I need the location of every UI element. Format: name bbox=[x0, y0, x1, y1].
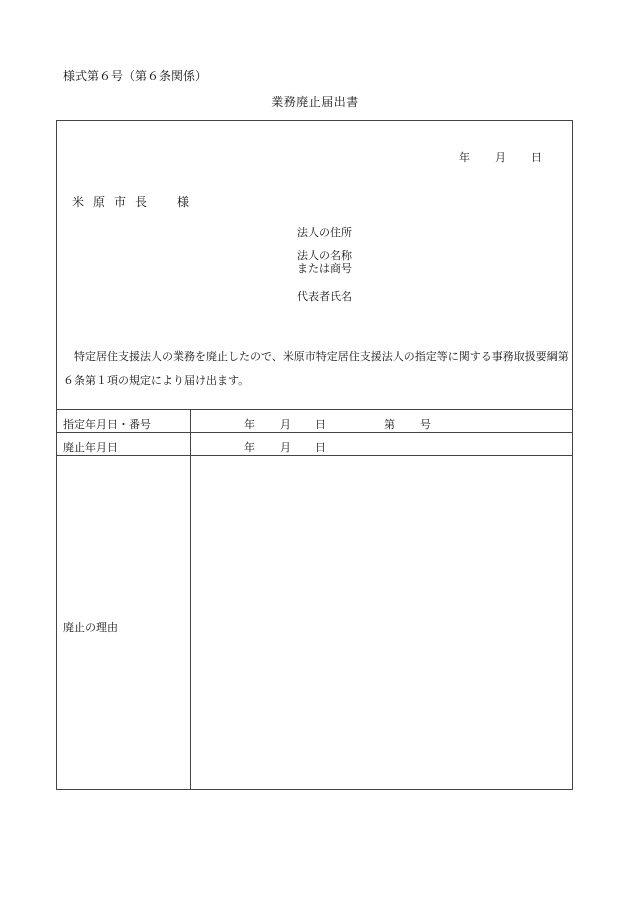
applicant-rep-label: 代表者氏名 bbox=[297, 290, 352, 303]
form-number: 様式第６号（第６条関係） bbox=[63, 69, 208, 83]
abolition-reason-label: 廃止の理由 bbox=[63, 621, 118, 634]
document-title: 業務廃止届出書 bbox=[271, 95, 359, 109]
applicant-name-label-line1: 法人の名称 bbox=[297, 249, 352, 262]
date-day-label: 日 bbox=[531, 151, 542, 164]
applicant-address-label: 法人の住所 bbox=[297, 226, 352, 239]
table-column-divider bbox=[190, 409, 191, 790]
table-row-divider-1 bbox=[56, 432, 573, 433]
table-row-divider-2 bbox=[56, 455, 573, 456]
abolition-day: 日 bbox=[315, 441, 326, 454]
abolition-month: 月 bbox=[280, 441, 291, 454]
addressee: 米原市長 様 bbox=[72, 195, 199, 209]
abolition-year: 年 bbox=[244, 441, 255, 454]
applicant-name-label-line2: または商号 bbox=[297, 262, 352, 275]
designation-year: 年 bbox=[244, 418, 255, 431]
abolition-date-label: 廃止年月日 bbox=[63, 441, 118, 454]
designation-day: 日 bbox=[315, 418, 326, 431]
date-month-label: 月 bbox=[495, 151, 506, 164]
designation-label: 指定年月日・番号 bbox=[63, 418, 151, 431]
table-top-rule bbox=[56, 409, 573, 410]
designation-number-suffix: 号 bbox=[420, 418, 431, 431]
date-year-label: 年 bbox=[459, 151, 470, 164]
body-text: 特定居住支援法人の業務を廃止したので、米原市特定居住支援法人の指定等に関する事務取扱要綱第６条第１項の規定により届け出ます。 bbox=[63, 350, 569, 387]
abolition-reason-field[interactable] bbox=[192, 457, 571, 788]
designation-month: 月 bbox=[280, 418, 291, 431]
designation-number-prefix: 第 bbox=[384, 418, 395, 431]
